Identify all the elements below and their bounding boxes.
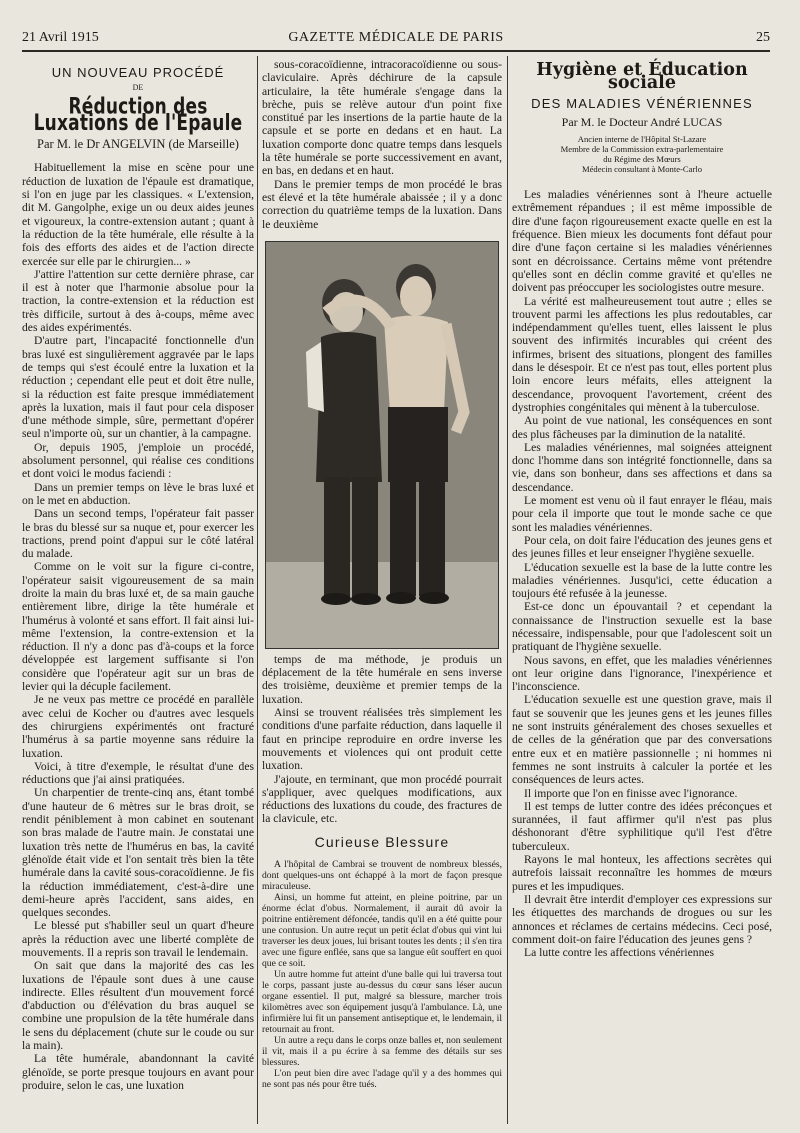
article1-body-col2-bottom xyxy=(262,653,502,826)
paragraph: Or, depuis 1905, j'emploie un procédé, absolument personnel, qui réalise ces conditions et dont voici le modus faciendi : xyxy=(22,440,254,481)
credit-line: Membre de la Commission extra-parlementaire xyxy=(560,144,724,155)
paragraph: Rayons le mal honteux, les affections secrètes qui autrefois laissait reconnaître les hommes de mœurs pures et les impudiques. xyxy=(512,853,772,893)
paragraph: Dans un second temps, l'opérateur fait passer le bras du blessé sur sa nuque et, pour exercer les tractions, prend point d'appui sur le côté latéral du malade. xyxy=(22,507,254,561)
paragraph: On sait que dans la majorité des cas les luxations de l'épaule sont dues à une cause indirecte. Elles résultent d'un mouvement forcé d'abduction ou d'élévation du bras auquel se combine une propulsion de la tête humérale dans le sens du déplacement (chute sur le coude ou sur la main). xyxy=(22,959,254,1053)
article1-headline: Réduction des Luxations de l'Épaule xyxy=(33,93,243,137)
paragraph: A l'hôpital de Cambrai se trouvent de nombreux blessés, dont quelques-uns ont échappé à la mort de façon presque miraculeuse. xyxy=(262,859,502,893)
paragraph: L'éducation sexuelle est la base de la lutte contre les maladies vénériennes. Jusqu'ici, cette éducation a toujours été refusée à la jeunesse. xyxy=(512,560,772,601)
column-divider-2 xyxy=(507,56,508,1124)
article3-credits xyxy=(512,134,772,174)
paragraph: Dans un premier temps on lève le bras luxé et on le met en abduction. xyxy=(22,480,254,507)
paragraph: Il devrait être interdit d'employer ces expressions sur les étiquettes des marchands de drogues ou sur les annonces et réclames de certains médecins. Ceci posé, comment doit-on faire l'éducation des jeunes gens ? xyxy=(512,892,772,946)
paragraph: L'éducation sexuelle est une question grave, mais il faut se souvenir que les jeunes gens et les jeunes filles ne sont instruits généralement des choses sexuelles et de celles de la génération que par des conversations entre eux et en matière passionnelle ; ni hommes ni femmes ne sont instruits à calculer la portée et les conséquences de leurs actes. xyxy=(512,693,772,787)
paragraph: D'autre part, l'incapacité fonctionnelle d'un bras luxé est singulièrement aggravée par le laps de temps qui s'est écoulé entre la luxation et la réduction ; cependant elle peut et doit être nulle, si la réduction est faite presque immédiatement après la luxation, mais il faut pour cela disposer d'une méthode simple, sûre, permettant d'opérer seul n'importe où, sur un chantier, à la campagne. xyxy=(22,334,254,441)
paragraph: Le moment est venu où il faut enrayer le fléau, mais pour cela il importe que tout le monde sache ce que sont les maladies vénériennes. xyxy=(512,494,772,534)
paragraph: Un autre homme fut atteint d'une balle qui lui traversa tout le corps, passant juste au-dessus du cœur sans léser aucun organe essentiel. Il put, malgré sa blessure, marcher trois kilomètres avec son équipement jusqu'à l'ambulance. Là, une infirmière lui fit un pansement antiseptique et, le lendemain, il retournait au front. xyxy=(262,969,502,1036)
article3-body xyxy=(512,188,772,959)
article2-title: Curieuse Blessure xyxy=(314,833,450,850)
credit-line: Ancien interne de l'Hôpital St-Lazare xyxy=(577,134,707,145)
paragraph: Voici, à titre d'exemple, le résultat d'une des réductions que j'ai ainsi pratiquées. xyxy=(22,759,254,787)
article1-body-col2-top xyxy=(262,58,502,231)
page-number: 25 xyxy=(756,30,770,45)
paragraph: Les maladies vénériennes sont à l'heure actuelle extrêmement répandues ; il est même impossible de dire d'une façon rigoureusement exacte quelle en est la fréquence. Bien mieux les documents font défaut pour dire d'une façon certaine si les maladies vénériennes sont en décroissance. Certains même vont prétendre qu'elles sont en déclin comme gravité et qu'elles ne doivent pas préoccuper les sociologistes outre mesure. xyxy=(512,188,772,295)
paragraph: Comme on le voit sur la figure ci-contre, l'opérateur saisit vigoureusement de sa main droite la main du bras luxé et, de sa main gauche entièrement libre, dirige la tête humérale et l'humérus à volonté et sans effort. Il fait ainsi lui-même l'extension, la contre-extension et la réduction. Il n'y a donc pas d'à-coups et la force développée est largement suffisante si l'on considère que l'opérateur agit sur un bras de levier qui la décuple facilement. xyxy=(22,560,254,694)
paragraph: L'on peut bien dire avec l'adage qu'il y a des hommes qui ne sont pas nés pour être tués. xyxy=(262,1068,502,1091)
article1-byline: Par M. le Dr ANGELVIN (de Marseille) xyxy=(37,137,239,152)
column-2 xyxy=(262,58,502,1090)
issue-date: 21 Avril 1915 xyxy=(22,30,99,45)
paragraph: Ainsi se trouvent réalisées très simplement les conditions d'une parfaite réduction, dans laquelle il faut en principe reproduire en ordre inverse les mouvements et violences qui ont produit cette luxation. xyxy=(262,706,502,773)
article1-kicker: UN NOUVEAU PROCÉDÉ xyxy=(51,65,225,80)
paragraph: temps de ma méthode, je produis un déplacement de la tête humérale en sens inverse des troisième, deuxième et premier temps de la luxation. xyxy=(262,652,502,706)
paragraph: Je ne veux pas mettre ce procédé en parallèle avec celui de Kocher ou d'autres avec lesquels des chirurgiens expérimentés ont fracturé l'humérus à sa partie moyenne sans réduire la luxation. xyxy=(22,693,254,760)
credit-line: du Régime des Mœurs xyxy=(603,154,681,165)
paragraph: J'ajoute, en terminant, que mon procédé pourrait s'appliquer, avec quelques modifications, aux réductions des luxations du coude, des fractures de la clavicule, etc. xyxy=(262,772,502,826)
article3-subtitle: DES MALADIES VÉNÉRIENNES xyxy=(531,95,753,111)
paragraph: La vérité est malheureusement tout autre ; elles se trouvent parmi les affections les plus redoutables, car indépendamment qu'elles tuent, elles laissent le plus souvent des infirmités incurables qui créent des infirmes, brisent des situations, plongent des familles dans le désespoir. Et ce n'est pas tout, elles portent plus loin encore leurs méfaits, elles atteignent la descendance, provoquent l'avortement, créent des dystrophies congénitales qui mènent à la tuberculose. xyxy=(512,294,772,414)
procedure-photo xyxy=(265,241,499,649)
article3-byline: Par M. le Docteur André LUCAS xyxy=(561,114,723,129)
paragraph: Le blessé put s'habiller seul un quart d'heure après la réduction avec une liberté complète de mouvements. Il a repris son travail le lendemain. xyxy=(22,919,254,959)
article1-body-col1 xyxy=(22,161,254,1092)
paragraph: Il importe que l'on en finisse avec l'ignorance. xyxy=(524,786,738,800)
credit-line: Médecin consultant à Monte-Carlo xyxy=(581,164,703,175)
paragraph: Nous savons, en effet, que les maladies vénériennes ont leur origine dans l'ignorance, l'inexpérience et l'inconscience. xyxy=(512,653,772,694)
two-men-photo-illustration xyxy=(266,242,498,648)
article3-title: Hygiène et Éducation sociale xyxy=(536,60,748,94)
paragraph: Un autre a reçu dans le corps onze balles et, non seulement il vit, mais il a pu écrire à sa femme des détails sur ses blessures. xyxy=(262,1035,502,1069)
paragraph: La lutte contre les affections vénériennes xyxy=(524,946,715,960)
journal-title: GAZETTE MÉDICALE DE PARIS xyxy=(288,30,504,45)
paragraph: Au point de vue national, les conséquences en sont des plus fâcheuses par la diminution de la natalité. xyxy=(512,414,772,441)
paragraph: Habituellement la mise en scène pour une réduction de luxation de l'épaule est dramatique, si l'on en juge par les classiques. « L'extension, dit M. Gangolphe, exige un ou deux aides jeunes et vigoureux, la contre-extension autant ; quant à la réduction de la tête humérale, elle résulte à la fois des efforts des aides et de l'action directe exercée sur elle par le chirurgien... » xyxy=(22,161,254,268)
column-divider-1 xyxy=(257,56,258,1124)
paragraph: Pour cela, on doit faire l'éducation des jeunes gens et des jeunes filles et leur enseigner l'hygiène sexuelle. xyxy=(512,533,772,561)
paragraph: J'attire l'attention sur cette dernière phrase, car il est à noter que l'harmonie absolue pour la traction, la contre-extension et la réduction est très difficile, surtout à des à-coups, même avec des aides expérimentés. xyxy=(22,267,254,335)
paragraph: Il est temps de lutter contre des idées préconçues et surannées, il faut affirmer qu'il n'est pas plus déshonorant d'être syphilitique qu'il l'est d'être tuberculeux. xyxy=(512,799,772,853)
paragraph: La tête humérale, abandonnant la cavité glénoïde, se porte presque toujours en avant pour produire, selon le cas, une luxation xyxy=(22,1052,254,1092)
article2-body xyxy=(262,859,502,1090)
paragraph: Est-ce donc un épouvantail ? et cependant la connaissance de l'instruction sexuelle est la base nécessaire, indispensable, pour que l'adolescent soit un pratiquant de l'hygiène sexuelle. xyxy=(512,600,772,654)
article1-kicker-de: DE xyxy=(132,83,144,93)
paragraph: Dans le premier temps de mon procédé le bras est élevé et la tête humérale abaissée ; il y a donc correction du quatrième temps de la luxation. Dans le deuxième xyxy=(262,177,502,231)
paragraph: sous-coracoïdienne, intracoracoïdienne ou sous-claviculaire. Après déchirure de la capsule articulaire, la tête humérale s'engage dans la brèche, puis se relève autour d'un point fixe constitué par les insertions de la partie haute de la capsule et se porte en dedans et en haut. La luxation comporte donc quatre temps dans lesquels la tête humérale se porte successivement en avant, en bas, en dedans et en haut. xyxy=(262,58,502,178)
header-rule xyxy=(22,50,770,52)
paragraph: Les maladies vénériennes, mal soignées atteignent donc l'homme dans son intégrité fonctionnelle, dans sa vie, dans son bonheur, dans ses affections et dans sa descendance. xyxy=(512,440,772,494)
page-header xyxy=(22,30,770,48)
paragraph: Ainsi, un homme fut atteint, en pleine poitrine, par un énorme éclat d'obus. Normalement, il aurait dû avoir la poitrine entièrement défoncée, tandis qu'il en a été quitte pour une contusion. Un autre reçut un petit éclat d'obus qui vint lui traverser les deux joues, lui brisant toutes les dents ; il s'en tira avec une figure enflée, sans que sa langue eût souffert en quoi que ce soit. xyxy=(262,892,502,970)
column-1 xyxy=(22,58,254,1092)
paragraph: Un charpentier de trente-cinq ans, étant tombé d'une hauteur de 6 mètres sur le bras droit, se rendit péniblement à mon cabinet en soutenant son bras malade de l'autre main. Je constatai une luxation très nette de l'humérus en bas, la cavité glénoïde était vide et l'on sentait très bien la tête humérale dans la cavité sous-coracoïdienne. Je fis la réduction immédiatement, c'est-à-dire une demi-heure après l'accident, sans aides, en quelques secondes. xyxy=(22,786,254,920)
column-3 xyxy=(512,58,772,959)
